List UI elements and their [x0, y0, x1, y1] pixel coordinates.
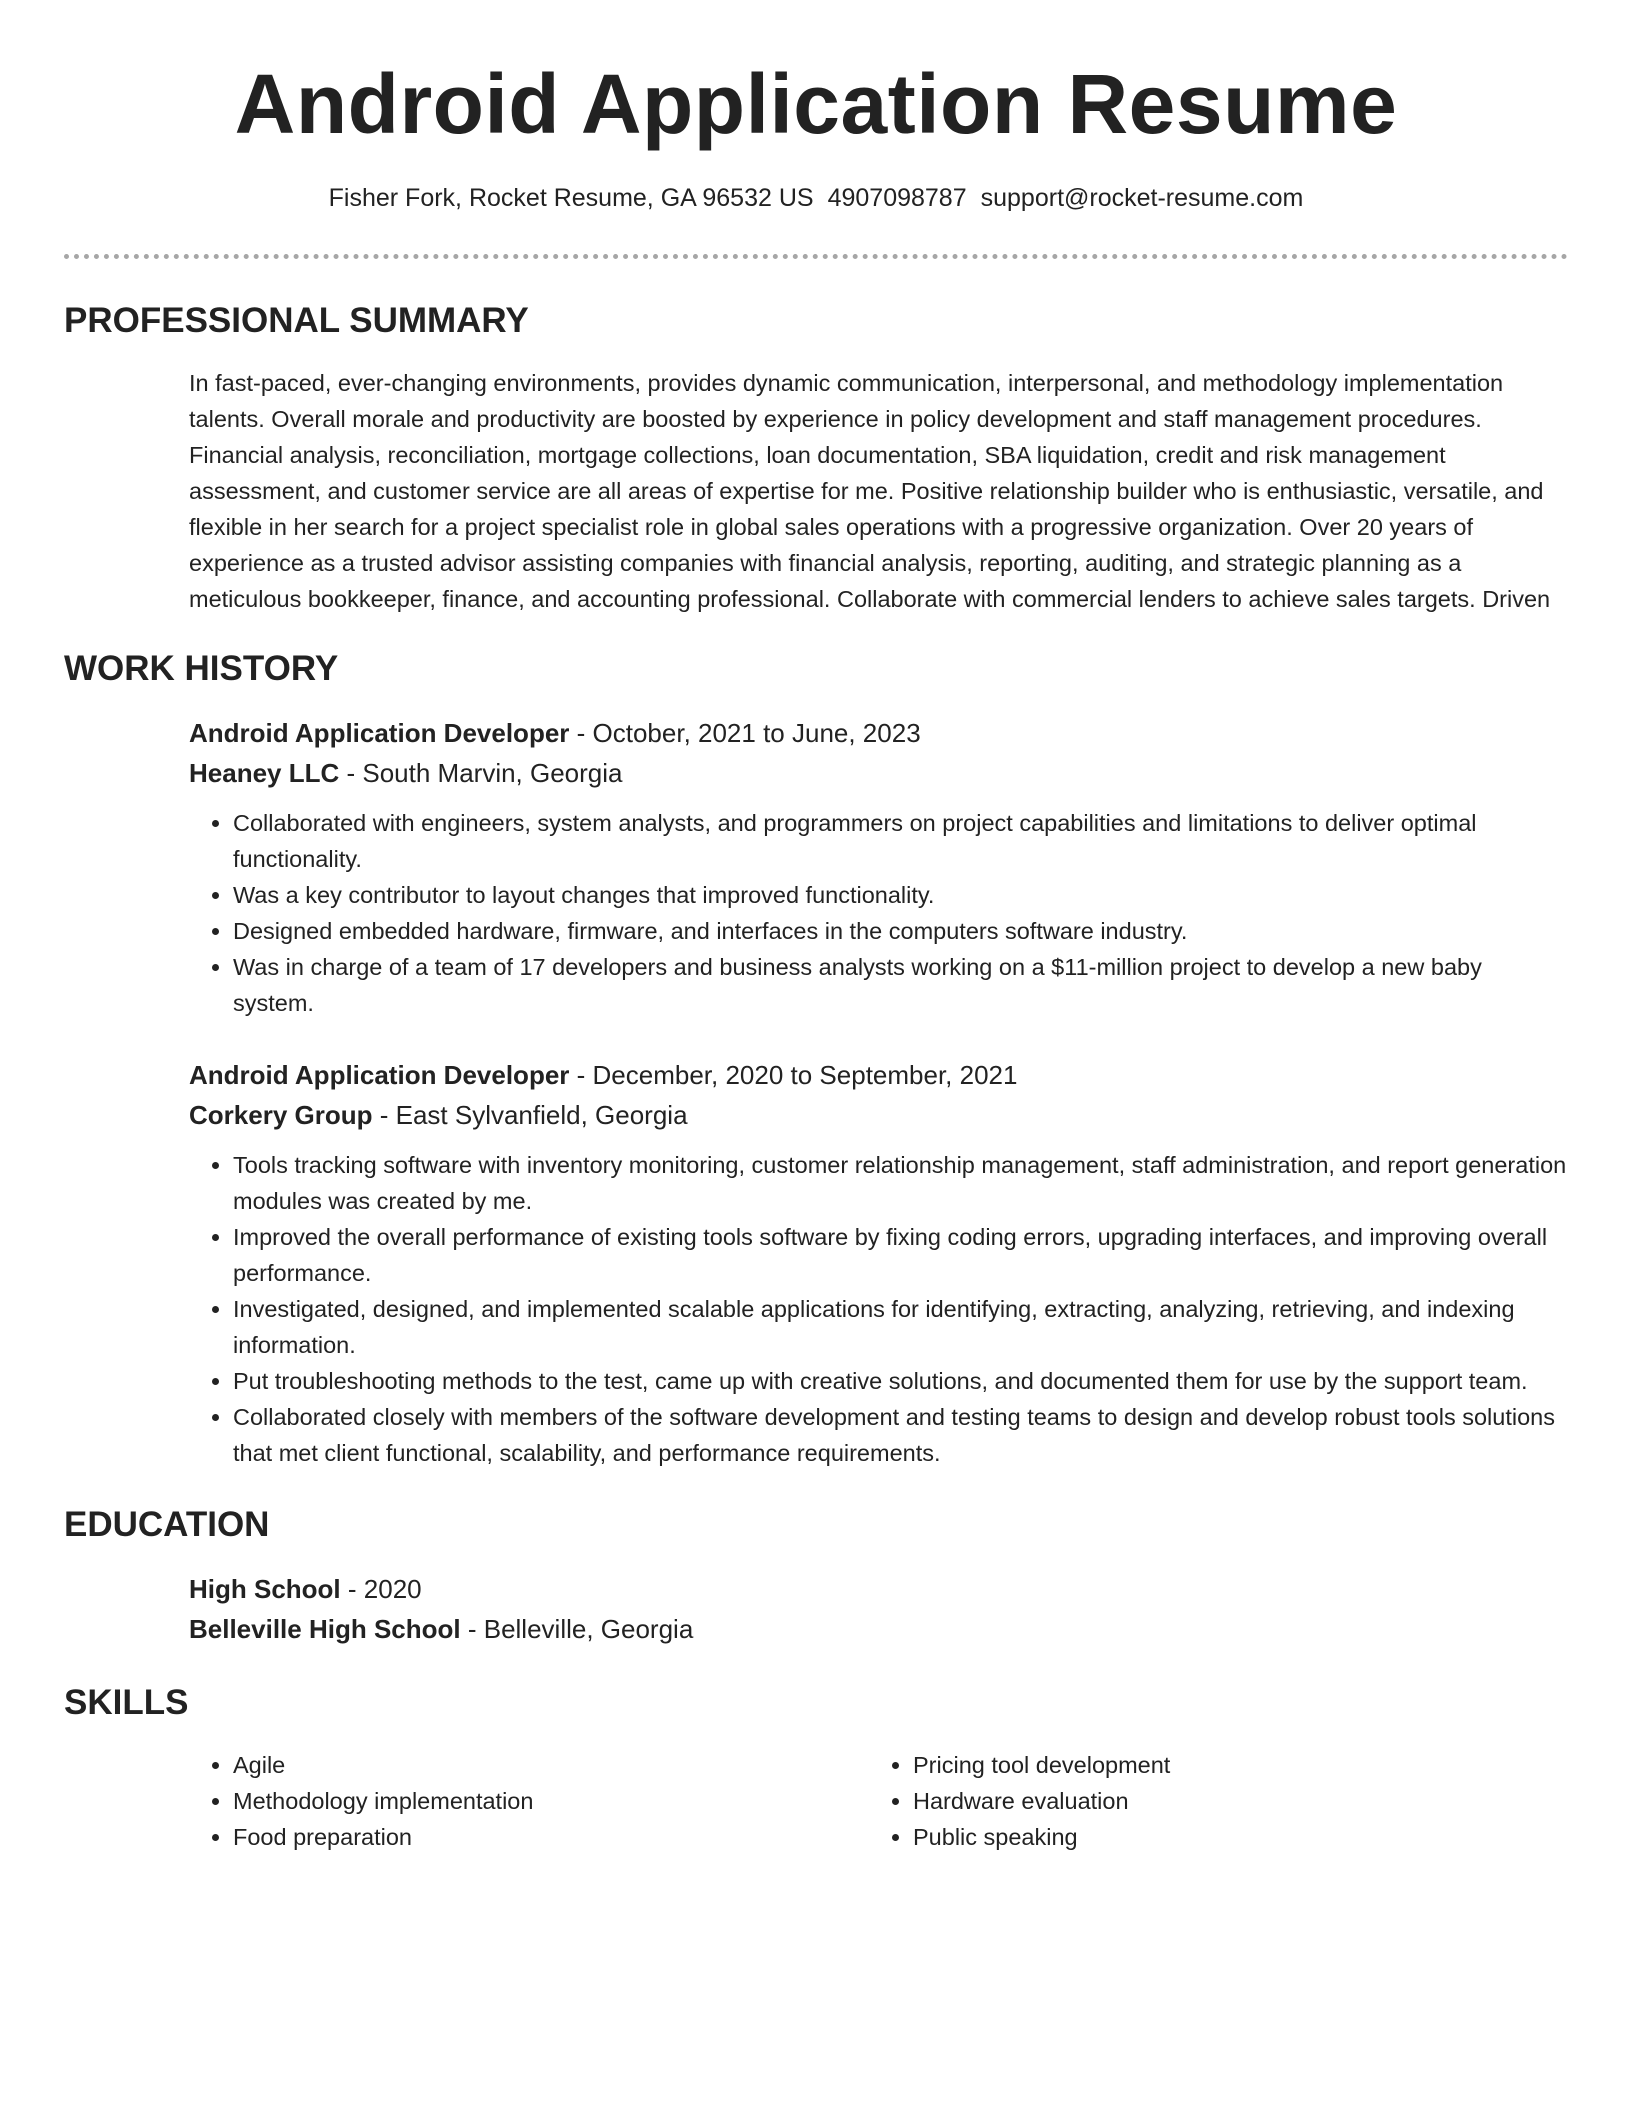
- job-dates: - October, 2021 to June, 2023: [569, 718, 921, 748]
- education-location: - Belleville, Georgia: [460, 1614, 694, 1644]
- education-school-line: [189, 1609, 1568, 1649]
- job-company-line: [189, 753, 1568, 793]
- job-bullet: • Improved the overall performance of existing tools software by fixing coding errors, upgrading interfaces, and improving overall performance.: [233, 1219, 1568, 1291]
- skill-item: • Methodology implementation: [233, 1783, 869, 1819]
- job-bullet: • Tools tracking software with inventory monitoring, customer relationship management, staff administration, and report generation modules was created by me.: [233, 1147, 1568, 1219]
- job-bullet: • Was a key contributor to layout changes that improved functionality.: [233, 877, 1568, 913]
- job-bullet: • Designed embedded hardware, firmware, and interfaces in the computers software industry.: [233, 913, 1568, 949]
- job-location: - East Sylvanfield, Georgia: [372, 1100, 688, 1130]
- contact-phone: 4907098787: [827, 184, 967, 212]
- job-location: - South Marvin, Georgia: [339, 758, 623, 788]
- education-school: Belleville High School: [189, 1614, 461, 1644]
- skills-column-right: [869, 1747, 1549, 1855]
- summary-text: In fast-paced, ever-changing environments, provides dynamic communication, interpersonal, and methodology implementation talents. Overall morale and productivity are boosted by experience in policy development and staff management procedures. Financial analysis, reconciliation, mortgage collections, loan documentation, SBA liquidation, credit and risk management assessment, and customer service are all areas of expertise for me. Positive relationship builder who is enthusiastic, versatile, and flexible in her search for a project specialist role in global sales operations with a progressive organization. Over 20 years of experience as a trusted advisor assisting companies with financial analysis, reporting, auditing, and strategic planning as a meticulous bookkeeper, finance, and accounting professional. Collaborate with commercial lenders to achieve sales targets. Driven: [189, 370, 1551, 612]
- education-heading: EDUCATION: [64, 1505, 270, 1544]
- job-bullet: • Collaborated with engineers, system analysts, and programmers on project capabilities and limitations to deliver optimal functionality.: [233, 805, 1568, 877]
- work-history-heading: WORK HISTORY: [64, 649, 339, 688]
- job-company-line: [189, 1095, 1568, 1135]
- education-degree: High School: [189, 1574, 341, 1604]
- job-entry: [189, 713, 1568, 1021]
- job-role: Android Application Developer: [189, 718, 570, 748]
- skill-item: • Pricing tool development: [913, 1747, 1549, 1783]
- resume-title: Android Application Resume: [234, 57, 1398, 151]
- skill-item: • Food preparation: [233, 1819, 869, 1855]
- education-degree-line: [189, 1569, 1568, 1609]
- skills-heading: SKILLS: [64, 1683, 189, 1722]
- contact-line: [64, 182, 1568, 214]
- header-divider: [64, 254, 1568, 259]
- job-role: Android Application Developer: [189, 1060, 570, 1090]
- job-bullets: [189, 805, 1568, 1021]
- job-company: Corkery Group: [189, 1100, 373, 1130]
- job-bullet: • Put troubleshooting methods to the test, came up with creative solutions, and documented them for use by the support team.: [233, 1363, 1568, 1399]
- education-year: - 2020: [340, 1574, 422, 1604]
- education-entry: [189, 1569, 1568, 1649]
- job-bullet: • Collaborated closely with members of the software development and testing teams to design and develop robust tools solutions that met client functional, scalability, and performance requirements.: [233, 1399, 1568, 1471]
- contact-email: support@rocket-resume.com: [980, 184, 1304, 212]
- job-dates: - December, 2020 to September, 2021: [569, 1060, 1018, 1090]
- job-bullet: • Was in charge of a team of 17 developers and business analysts working on a $11-million project to develop a new baby system.: [233, 949, 1568, 1021]
- skills-column-left: [189, 1747, 869, 1855]
- skill-item: • Agile: [233, 1747, 869, 1783]
- job-entry: [189, 1055, 1568, 1471]
- job-role-line: [189, 713, 1568, 753]
- skill-item: • Public speaking: [913, 1819, 1549, 1855]
- summary-heading: PROFESSIONAL SUMMARY: [64, 301, 529, 340]
- job-role-line: [189, 1055, 1568, 1095]
- skill-item: • Hardware evaluation: [913, 1783, 1549, 1819]
- job-bullets: [189, 1147, 1568, 1471]
- skills-list: [189, 1747, 1568, 1855]
- job-bullet: • Investigated, designed, and implemented scalable applications for identifying, extracting, analyzing, retrieving, and indexing information.: [233, 1291, 1568, 1363]
- job-company: Heaney LLC: [189, 758, 340, 788]
- contact-address: Fisher Fork, Rocket Resume, GA 96532 US: [328, 184, 814, 212]
